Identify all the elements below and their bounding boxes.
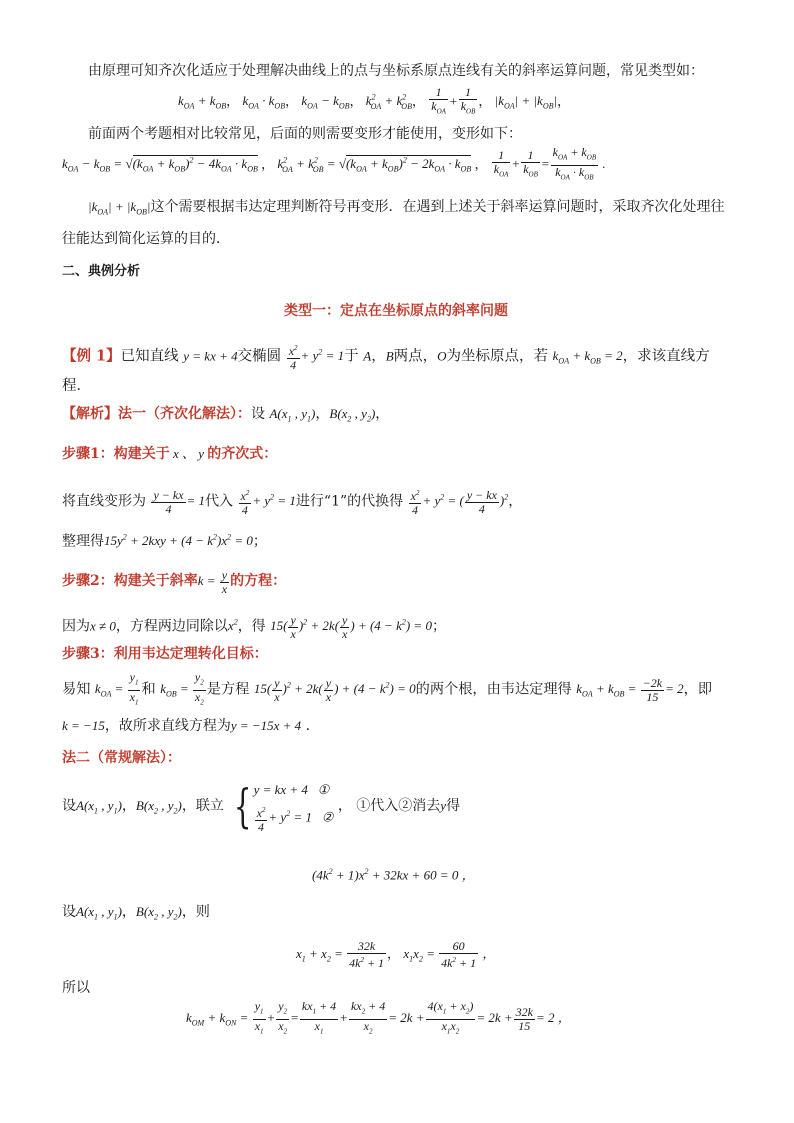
- system-line: 设$A(x_1$ , $y_1$)，$B(x_2$ , $y_2$)，联立 { y = kx + 4 ① $\frac{x^2}{4}$ + $y^2 = 1$ ② ， ①代入②消去y得: [62, 779, 461, 834]
- equation-system: y = kx + 4 ① $\frac{x^2}{4}$ + $y^2 = 1$ ②: [253, 782, 334, 834]
- step-3-title: 步骤3：利用韦达定理转化目标：: [62, 646, 268, 662]
- method-2-title: 法二（常规解法）：: [62, 750, 181, 766]
- transform-formulas: $k_{OA} - k_{OB} = √(k_{OA} + k_{OB})^2 - 4k_{OA} \cdot k_{OB}$ ， $k^2_{OA} + k^2_{OB} = √(k_{OA} + k_{OB})^2 - 2k_{OA} \cdot k_{OB}$ ， $\frac{1}{k_{OA}}$ + $\frac{1}{k_{OB}}$ = $\frac{k_{OA} + k_{OB}}{k_{OA} \cdot k_{OB}}$ .: [62, 146, 606, 185]
- quadratic-equation: $(4k^2 + 1)x^2 + 32kx + 60 = 0$ ，: [312, 867, 475, 883]
- solution-tag: 【解析】: [62, 406, 118, 422]
- step-1-title: 步骤1：构建关于 x 、 y 的齐次式：: [62, 446, 278, 462]
- type-heading: 类型一：定点在坐标原点的斜率问题: [284, 303, 508, 319]
- intro-line-5: 往能达到简化运算的目的．: [62, 231, 230, 247]
- transform-a: $k_{OA} - k_{OB} = √(k_{OA} + k_{OB})^2 - 4k_{OA} \cdot k_{OB}$: [62, 156, 258, 174]
- step-3-line: 易知 $k_{OA}$ = $\frac{y_1}{x_1}$ 和 $k_{OB}$ = $\frac{y_2}{x_2}$ 是方程 15( $\frac{y}{x}$ )$^2$ + 2k( $\frac{y}{x}$ ) + $(4 - k^2) = 0$的两个根，由韦达定理得 $k_{OA} + k_{OB}$ = $\frac{-2k}{15}$ = 2，即: [62, 668, 712, 713]
- line-equation: y = kx + 4: [183, 348, 238, 364]
- abs-slope-expr: $|k_{OA}| + |k_{OB}|$: [88, 199, 151, 217]
- intro-line-1: 由原理可知齐次化适应于处理解决曲线上的点与坐标系原点连线有关的斜率运算问题，常见类型如：: [88, 63, 704, 79]
- slope-condition: $k_{OA} + k_{OB} = 2$: [552, 348, 623, 366]
- example-1-line-2: 程．: [62, 378, 91, 394]
- slope-types-formula: $k_{OA} + k_{OB}$， $k_{OA} \cdot k_{OB}$， $k_{OA} - k_{OB}$， $k^2_{OA} + k^2_{OB}$， $\frac{1}{k_{OA}}$ + $\frac{1}{k_{OB}}$ ， $|k_{OA}| + |k_{OB}|$，: [178, 84, 570, 121]
- vieta-formulas: $x_1 + x_2$ = $\frac{32k}{4k^2 + 1}$ ， $x_1x_2$ = $\frac{60}{4k^2 + 1}$ ，: [296, 939, 496, 971]
- step-2-title: 步骤2：构建关于斜率k = $\frac{y}{x}$ 的方程：: [62, 567, 287, 596]
- transform-b: $k^2_{OA} + k^2_{OB} = √(k_{OA} + k_{OB})^2 - 2k_{OA} \cdot k_{OB}$: [277, 156, 472, 174]
- final-answer: y = −15x + 4: [230, 718, 302, 733]
- ellipse-equation: $\frac{x^2}{4}$ + $y^2 = 1$: [288, 344, 345, 373]
- intro-line-4: $|k_{OA}| + |k_{OB}|$这个需要根据韦达定理判断符号再变形．在遇到上述关于斜率运算问题时，采取齐次化处理往: [88, 199, 725, 217]
- step-2-line: 因为x ≠ 0，方程两边同除以$x^2$，得 15( $\frac{y}{x}$ )$^2$ + 2k( $\frac{y}{x}$ ) + $(4 - k^2) = 0$；: [62, 612, 446, 641]
- intro-line-3: 前面两个考题相对比较常见，后面的则需要变形才能使用，变形如下：: [88, 126, 522, 142]
- example-1: 【例 1】已知直线 y = kx + 4交椭圆 $\frac{x^2}{4}$ + $y^2 = 1$于 A，B两点，O为坐标原点，若 $k_{OA} + k_{OB} = 2$，求该直线方: [62, 344, 710, 373]
- solution-header: 【解析】法一（齐次化解法）：设 $A(x_1$ , $y_1$)，$B(x_2$ , $y_2$)，: [62, 406, 390, 424]
- step-1-line: 将直线变形为 $\frac{y - kx}{4}$ = 1代入 $\frac{x^2}{4}$ + $y^2 = 1$进行“1”的代换得 $\frac{x^2}{4}$ + $y^2$ = ( $\frac{y - kx}{4}$ )$^2$，: [62, 487, 523, 518]
- tidy-line: 整理得$15y^2 + 2kxy + (4 - k^2)x^2 = 0$；: [62, 533, 267, 550]
- transform-c: $\frac{1}{k_{OA}}$ + $\frac{1}{k_{OB}}$ = $\frac{k_{OA} + k_{OB}}{k_{OA} \cdot k_{OB}}$ .: [491, 156, 606, 171]
- so-text: 所以: [62, 980, 90, 996]
- step-3-conclusion: k = −15，故所求直线方程为y = −15x + 4 .: [62, 718, 311, 734]
- set-points-line: 设$A(x_1$ , $y_1$)，$B(x_2$ , $y_2$)，则: [62, 904, 210, 922]
- final-derivation: $k_{OM} + k_{ON}$ = $\frac{y_1}{x_1}$ + $\frac{y_2}{x_2}$ = $\frac{kx_1 + 4}{x_1}$ + $\frac{kx_2 + 4}{x_2}$ = 2k + $\frac{4(x_1 + x_2)}{x_1x_2}$ = 2k + $\frac{32k}{15}$ = 2 ，: [186, 1000, 571, 1042]
- method-1-title: 法一（齐次化解法）：: [118, 406, 251, 422]
- example-tag: 【例 1】: [62, 347, 121, 365]
- section-heading: 二、典例分析: [62, 264, 141, 279]
